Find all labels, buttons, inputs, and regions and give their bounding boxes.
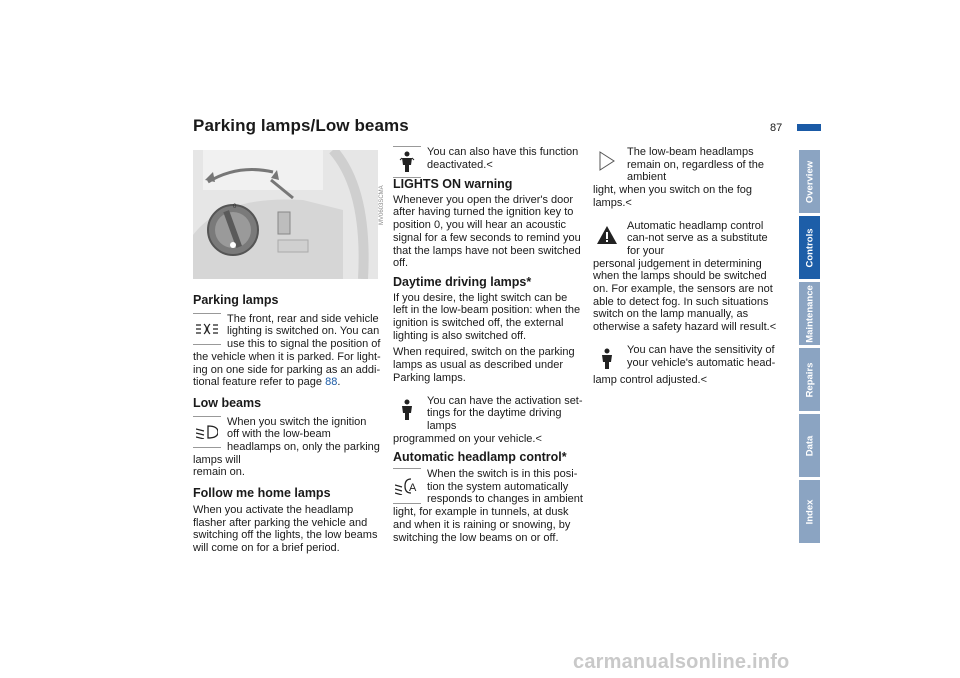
warning-text-a: Automatic headlamp control can-not serve as a substitute for your — [627, 219, 768, 257]
note-triangle-icon — [593, 146, 621, 176]
low-beams-text-b: remain on. — [193, 466, 245, 479]
parking-lamps-heading: Parking lamps — [193, 293, 279, 307]
parking-lamps-section — [193, 313, 381, 389]
activation-section — [393, 395, 583, 446]
service-person-icon — [393, 395, 421, 425]
page-title: Parking lamps/Low beams — [193, 116, 409, 135]
page-number-bar — [797, 124, 821, 131]
low-beam-remain-section — [593, 146, 783, 210]
tab-index-label: Index — [804, 499, 815, 524]
service-person-icon — [393, 146, 421, 178]
tab-repairs[interactable] — [799, 348, 820, 411]
tab-overview[interactable] — [799, 150, 820, 213]
daytime-driving-lamps-heading: Daytime driving lamps* — [393, 274, 532, 289]
tab-maintenance[interactable] — [799, 282, 820, 345]
column-3 — [593, 146, 783, 387]
parking-lamp-icon — [193, 313, 221, 345]
automatic-headlamp-control-heading: Automatic headlamp control* — [393, 450, 567, 465]
tab-data[interactable] — [799, 414, 820, 477]
column-2 — [393, 146, 583, 544]
low-beam-remain-text-b: light, when you switch on the fog lamps.< — [593, 184, 752, 209]
low-beams-heading: Low beams — [193, 395, 262, 410]
sensitivity-section — [593, 344, 783, 387]
parking-lamps-text-end: . — [337, 376, 341, 389]
automatic-headlamp-text-a: When the switch is in this posi-tion the system automatically responds to changes in ambient — [427, 468, 583, 506]
service-person-icon — [593, 344, 621, 374]
tab-overview-label: Overview — [804, 160, 815, 203]
follow-me-home-heading: Follow me home lamps — [193, 486, 331, 501]
footer-watermark[interactable]: carmanualsonline.info — [573, 651, 790, 673]
lights-on-warning-text: Whenever you open the driver's door after having turned the ignition key to position 0, you will hear an acoustic signal for a few seconds to remind you that the lamps have not been switched off. — [393, 193, 581, 270]
low-beams-text-a: When you switch the ignition off with the low-beam headlamps on, only the parking lamps will — [193, 415, 380, 466]
follow-me-home-text: When you activate the headlamp flasher after parking the vehicle and switching off the lights, the low beams will come on for a brief period. — [193, 503, 378, 554]
tab-controls-label: Controls — [804, 227, 815, 268]
daytime-text-2: When required, switch on the parking lamps as usual as described under Parking lamps. — [393, 346, 575, 384]
tab-index[interactable] — [799, 480, 820, 543]
svg-text:A: A — [409, 482, 417, 495]
parking-lamps-text-b: the vehicle when it is parked. For light-ing on one side for parking as an addi-tional feature refer to page — [193, 350, 381, 389]
light-switch-illustration — [193, 150, 378, 279]
activation-text-a: You can have the activation set-tings for the daytime driving lamps — [427, 394, 583, 432]
lights-on-warning-heading: LIGHTS ON warning — [393, 177, 513, 191]
low-beam-icon — [193, 416, 221, 448]
figure-code: MV0603SCMA — [379, 185, 385, 225]
tab-controls[interactable] — [799, 216, 820, 279]
svg-text:0: 0 — [233, 204, 237, 210]
column-1 — [193, 294, 381, 555]
sensitivity-text-b: lamp control adjusted.< — [593, 373, 708, 386]
warning-icon — [593, 220, 621, 250]
page-88-link[interactable]: 88 — [325, 376, 338, 389]
sensitivity-text-a: You can have the sensitivity of your vehicle's automatic head- — [627, 343, 776, 369]
tab-data-label: Data — [804, 435, 815, 456]
low-beams-section — [193, 416, 381, 480]
daytime-text-1: If you desire, the light switch can be left in the low-beam position: when the ignition is switched off, the external lighting is also switched off. — [393, 291, 581, 342]
tab-maintenance-label: Maintenance — [804, 284, 815, 343]
page-number: 87 — [770, 122, 783, 134]
deactivated-section — [393, 146, 583, 171]
automatic-headlamp-section — [393, 468, 583, 544]
warning-section — [593, 220, 783, 334]
warning-text-b: personal judgement in determining when the lamps should be switched on. For example, the sensors are not able to detect fog. In such situations switch on the lamp manually, as otherwise a safety hazard will result.< — [593, 257, 777, 334]
parking-lamps-text-a: The front, rear and side vehicle lighting is switched on. You can use this to signal the position of — [227, 312, 381, 351]
activation-text-b: programmed on your vehicle.< — [393, 432, 542, 445]
low-beam-remain-text-a: The low-beam headlamps remain on, regardless of the ambient — [627, 146, 764, 184]
auto-headlamp-icon — [393, 468, 421, 504]
light-switch-photo — [193, 150, 378, 279]
automatic-headlamp-text-b: light, for example in tunnels, at dusk and when it is raining or snowing, by switching the low beams on or off. — [393, 506, 571, 544]
tab-repairs-label: Repairs — [804, 362, 815, 397]
deactivated-text: You can also have this function deactivated.< — [427, 146, 579, 171]
